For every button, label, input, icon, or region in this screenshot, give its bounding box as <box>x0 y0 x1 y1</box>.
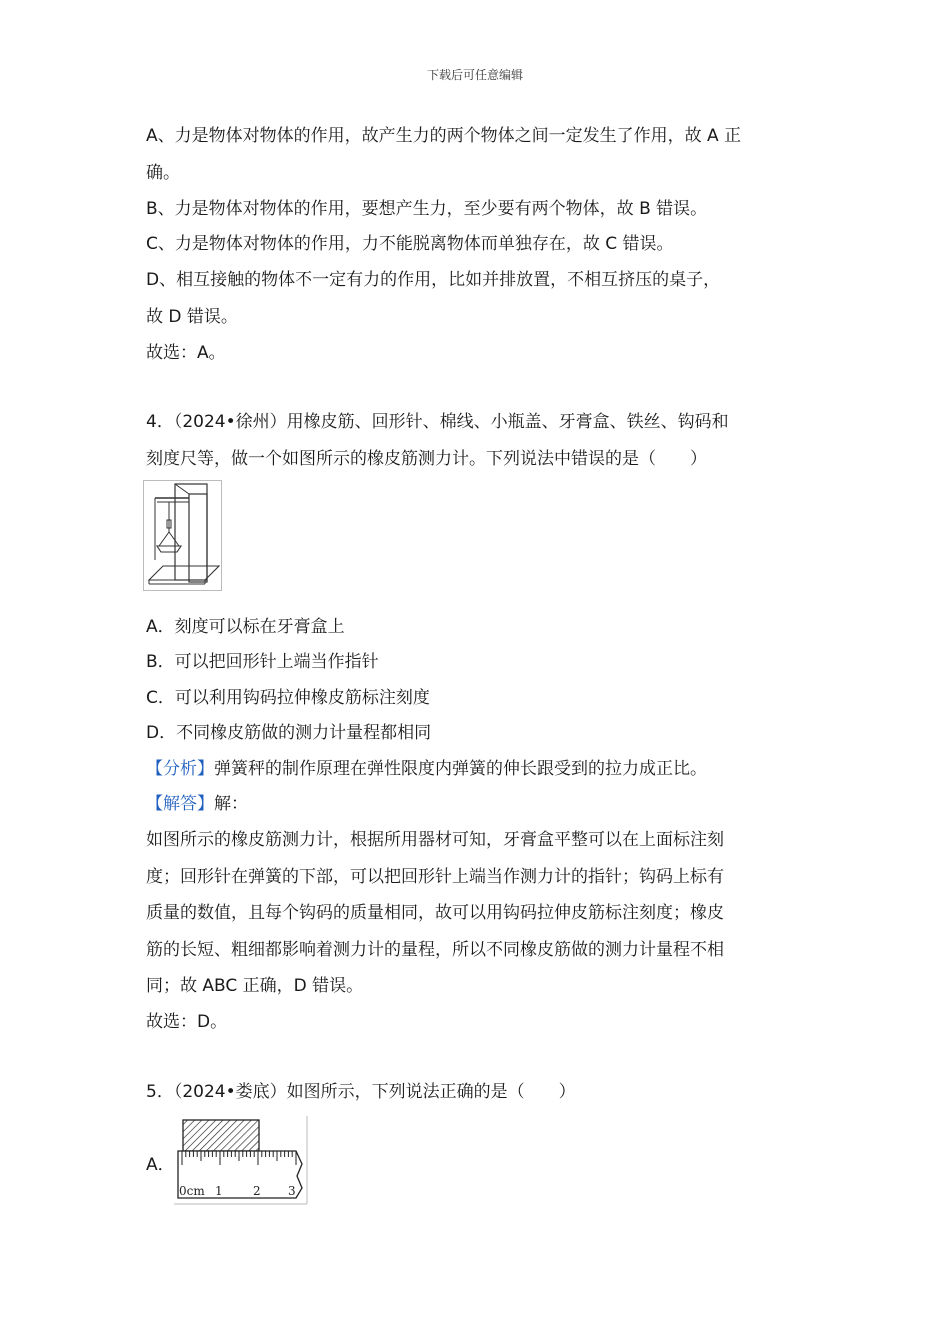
rubber-band-dynamometer-figure <box>143 480 223 592</box>
ruler-label-2: 2 <box>253 1184 261 1198</box>
q3-option-a-line2: 确。 <box>146 163 180 183</box>
q4-option-b: B．可以把回形针上端当作指针 <box>146 652 379 672</box>
q4-stem-line2: 刻度尺等，做一个如图所示的橡皮筋测力计。下列说法中错误的是（ ） <box>146 449 707 469</box>
q4-analysis <box>146 757 707 781</box>
q3-option-c: C、力是物体对物体的作用，力不能脱离物体而单独存在，故 C 错误。 <box>146 234 674 254</box>
q4-solution-line: 如图所示的橡皮筋测力计，根据所用器材可知，牙膏盒平整可以在上面标注刻 <box>146 830 724 850</box>
q4-option-d: D．不同橡皮筋做的测力计量程都相同 <box>146 723 432 743</box>
q4-solution-line: 质量的数值，且每个钩码的质量相同，故可以用钩码拉伸皮筋标注刻度；橡皮 <box>146 903 724 923</box>
q3-option-a-line1: A、力是物体对物体的作用，故产生力的两个物体之间一定发生了作用，故 A 正 <box>146 126 742 146</box>
q4-solution-line: 度；回形针在弹簧的下部，可以把回形针上端当作测力计的指针；钩码上标有 <box>146 867 724 887</box>
q4-solution-line: 筋的长短、粗细都影响着测力计的量程，所以不同橡皮筋做的测力计量程不相 <box>146 940 724 960</box>
solution-tag: 【解答】 <box>146 794 214 814</box>
q5-stem: 5．（2024•娄底）如图所示，下列说法正确的是（ ） <box>146 1082 576 1102</box>
q3-option-d-line2: 故 D 错误。 <box>146 307 238 327</box>
q4-solution-line: 同；故 ABC 正确，D 错误。 <box>146 976 364 996</box>
ruler-with-block-figure <box>172 1114 308 1206</box>
q4-option-a: A．刻度可以标在牙膏盒上 <box>146 617 345 637</box>
q4-option-c: C．可以利用钩码拉伸橡皮筋标注刻度 <box>146 688 430 708</box>
ruler-label-3: 3 <box>288 1184 296 1198</box>
solution-head-text: 解： <box>214 794 248 814</box>
analysis-text: 弹簧秤的制作原理在弹性限度内弹簧的伸长跟受到的拉力成正比。 <box>214 759 707 779</box>
hatched-block <box>183 1120 259 1151</box>
q4-answer: 故选：D。 <box>146 1012 228 1032</box>
q5-option-a-label: A． <box>146 1155 175 1175</box>
analysis-tag: 【分析】 <box>146 759 214 779</box>
q4-stem-line1: 4．（2024•徐州）用橡皮筋、回形针、棉线、小瓶盖、牙膏盒、铁丝、钩码和 <box>146 412 729 432</box>
ruler-label-1: 1 <box>215 1184 223 1198</box>
page-header: 下载后可任意编辑 <box>426 68 523 82</box>
q3-option-d-line1: D、相互接触的物体不一定有力的作用，比如并排放置，不相互挤压的桌子， <box>146 270 721 290</box>
q3-answer: 故选：A。 <box>146 343 226 363</box>
q3-option-b: B、力是物体对物体的作用，要想产生力，至少要有两个物体，故 B 错误。 <box>146 199 708 219</box>
ruler-label-0cm: 0cm <box>179 1184 205 1198</box>
q4-solution-head <box>146 792 248 816</box>
